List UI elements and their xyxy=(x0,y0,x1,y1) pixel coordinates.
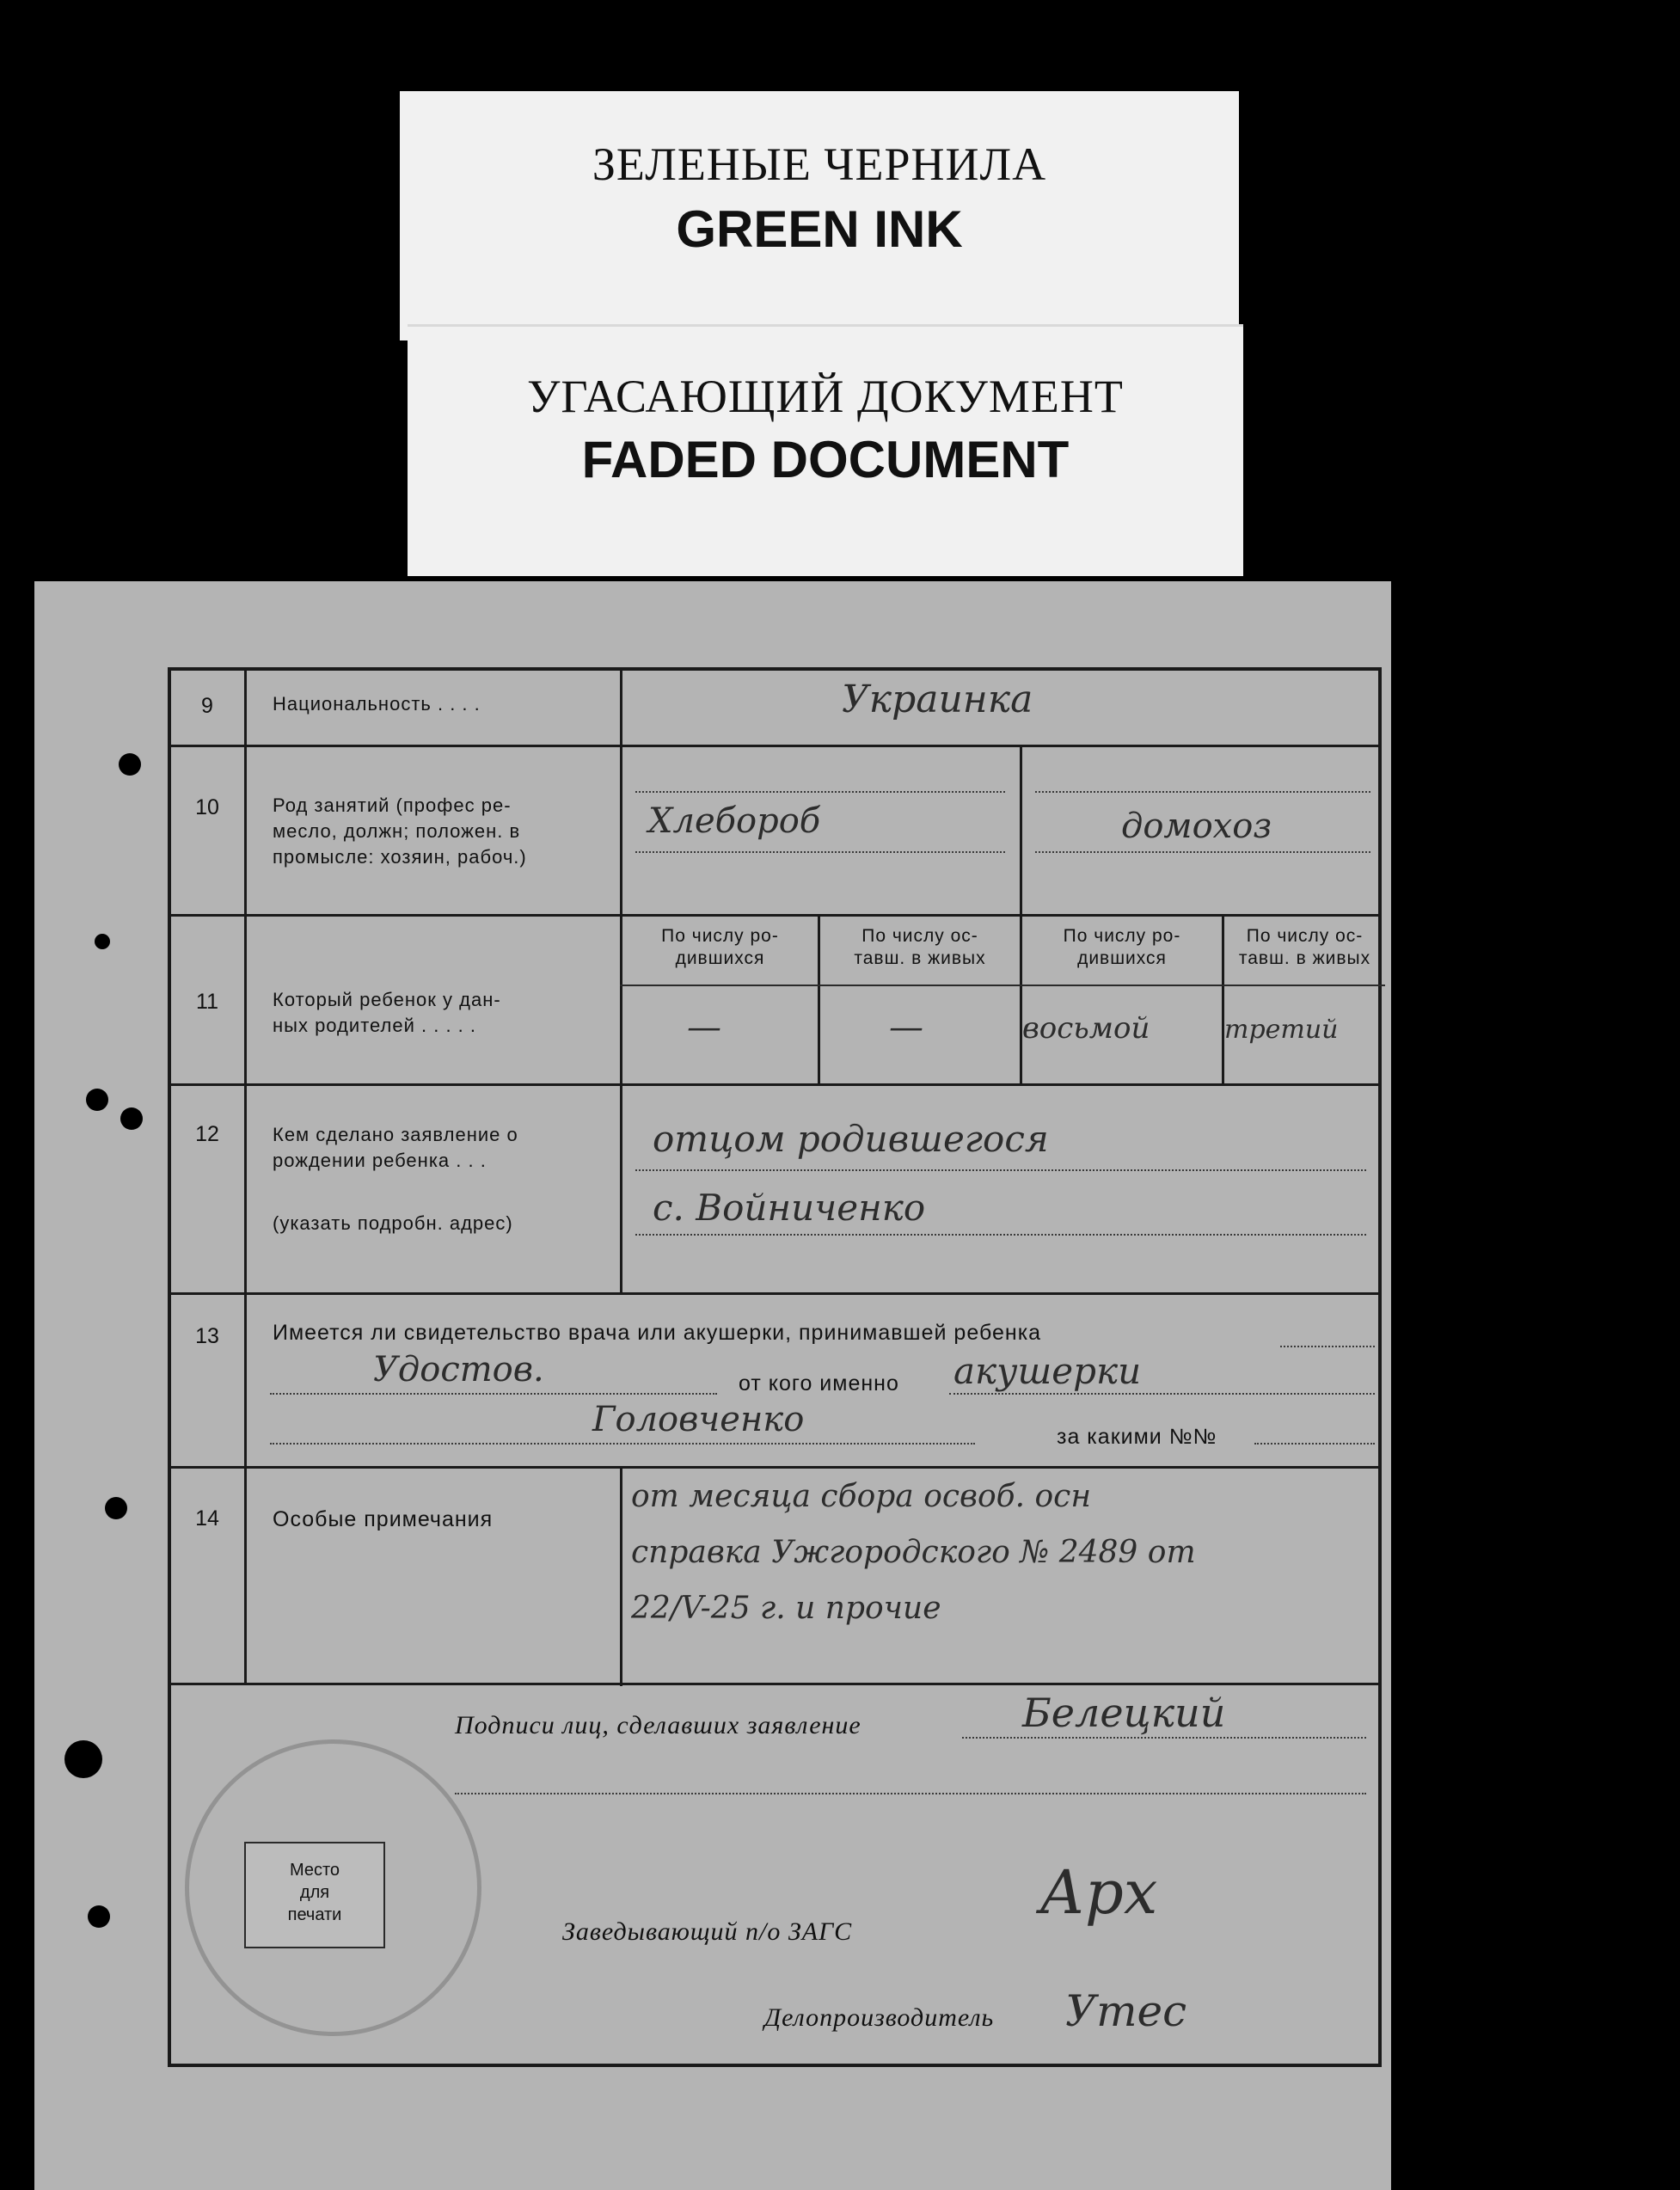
declarant-address-label: (указать подробн. адрес) xyxy=(273,1212,513,1234)
form-sheet xyxy=(34,581,1391,2190)
from-whom-label: от кого именно xyxy=(739,1371,899,1396)
row-separator xyxy=(171,914,1378,917)
header-living-father: По числу ос- тавш. в живых xyxy=(854,926,986,968)
green-ink-card xyxy=(400,91,1239,340)
declarant-label-2: рождении ребенка . . . xyxy=(273,1150,487,1171)
mother-occupation-value: домохоз xyxy=(1121,807,1272,846)
born-mother-value: восьмой xyxy=(1022,1011,1150,1046)
punch-hole xyxy=(1591,1905,1613,1928)
punch-hole xyxy=(1503,1807,1525,1829)
registry-head-signature: Арх xyxy=(1039,1857,1158,1928)
declarant-label-1: Кем сделано заявление о xyxy=(273,1124,518,1145)
child-order-label-1: Который ребенок у дан- xyxy=(273,989,501,1010)
declarant-address-value: с. Войниченко xyxy=(653,1187,926,1229)
row-separator xyxy=(171,1683,1378,1685)
living-father-value: — xyxy=(889,1008,923,1047)
punch-hole xyxy=(120,1107,143,1130)
row-separator xyxy=(171,1083,1378,1086)
remarks-line-2: справка Ужгородского № 2489 от xyxy=(631,1535,1196,1570)
birth-record-form xyxy=(168,667,1382,2067)
number-column-divider xyxy=(244,671,247,1683)
punch-hole xyxy=(119,753,141,776)
occupation-label-2: месло, должн; положен. в xyxy=(273,820,521,842)
nationality-value: Украинка xyxy=(842,678,1033,721)
clerk-label: Делопроизводитель xyxy=(764,2003,995,2032)
punch-hole xyxy=(1582,1738,1620,1776)
punch-hole xyxy=(86,1089,108,1111)
value-column-divider-14 xyxy=(620,1469,622,1686)
occupation-label-1: Род занятий (профес ре- xyxy=(273,794,512,816)
header-born-father: По числу ро- дившихся xyxy=(661,926,779,968)
row-number-13: 13 xyxy=(195,1324,219,1348)
faded-document-english: FADED DOCUMENT xyxy=(581,431,1070,488)
header-born-mother: По числу ро- дившихся xyxy=(1063,926,1181,968)
row-separator xyxy=(171,1292,1378,1295)
punch-hole xyxy=(1548,753,1570,776)
green-ink-english: GREEN INK xyxy=(676,200,963,258)
occupation-label-3: промысле: хозяин, рабоч.) xyxy=(273,846,527,868)
applicants-signature-label: Подписи лиц, сделавших заявление xyxy=(455,1711,861,1739)
punch-hole xyxy=(64,1740,102,1778)
remarks-label: Особые примечания xyxy=(273,1507,494,1531)
registry-head-label: Заведывающий п/о ЗАГС xyxy=(562,1917,853,1946)
from-whom-value: акушерки xyxy=(953,1350,1142,1392)
punch-hole xyxy=(1565,1497,1587,1519)
faded-document-russian: УГАСАЮЩИЙ ДОКУМЕНТ xyxy=(527,371,1124,422)
seal-placeholder-box: Место для печати xyxy=(244,1842,385,1948)
remarks-line-1: от месяца сбора освоб. осн xyxy=(631,1479,1092,1514)
midwife-name-value: Головченко xyxy=(592,1400,805,1439)
certificate-answer: Удостов. xyxy=(373,1350,544,1389)
punch-hole xyxy=(1565,1107,1587,1130)
punch-hole xyxy=(88,1905,110,1928)
row-separator xyxy=(171,745,1378,747)
declarant-value: отцом родившегося xyxy=(653,1118,1049,1160)
punch-hole xyxy=(105,1497,127,1519)
child-order-label-2: ных родителей . . . . . xyxy=(273,1015,477,1036)
punch-hole xyxy=(95,934,110,949)
row-number-11: 11 xyxy=(196,990,218,1014)
row-number-14: 14 xyxy=(195,1506,219,1531)
row-number-9: 9 xyxy=(201,694,213,718)
faded-document-card xyxy=(408,327,1243,576)
green-ink-russian: ЗЕЛЕНЫЕ ЧЕРНИЛА xyxy=(592,138,1047,190)
nationality-label: Национальность . . . . xyxy=(273,693,481,715)
punch-hole xyxy=(1599,925,1615,941)
applicants-signature-value: Белецкий xyxy=(1022,1690,1226,1736)
header-living-mother: По числу ос- тавш. в живых xyxy=(1238,926,1371,968)
father-occupation-value: Хлебороб xyxy=(648,801,821,841)
value-column-divider xyxy=(620,671,622,1295)
row-separator xyxy=(171,1466,1378,1469)
born-father-value: — xyxy=(687,1008,721,1047)
living-mother-value: третий xyxy=(1224,1015,1339,1045)
certificate-number-label: за какими №№ xyxy=(1057,1425,1217,1449)
clerk-signature: Утес xyxy=(1065,1986,1187,2036)
certificate-question: Имеется ли свидетельство врача или акушерки, принимавшей ребенка xyxy=(273,1321,1042,1345)
remarks-line-3: 22/V-25 г. и прочие xyxy=(631,1591,941,1626)
row-number-12: 12 xyxy=(195,1122,219,1146)
row-number-10: 10 xyxy=(195,795,219,819)
